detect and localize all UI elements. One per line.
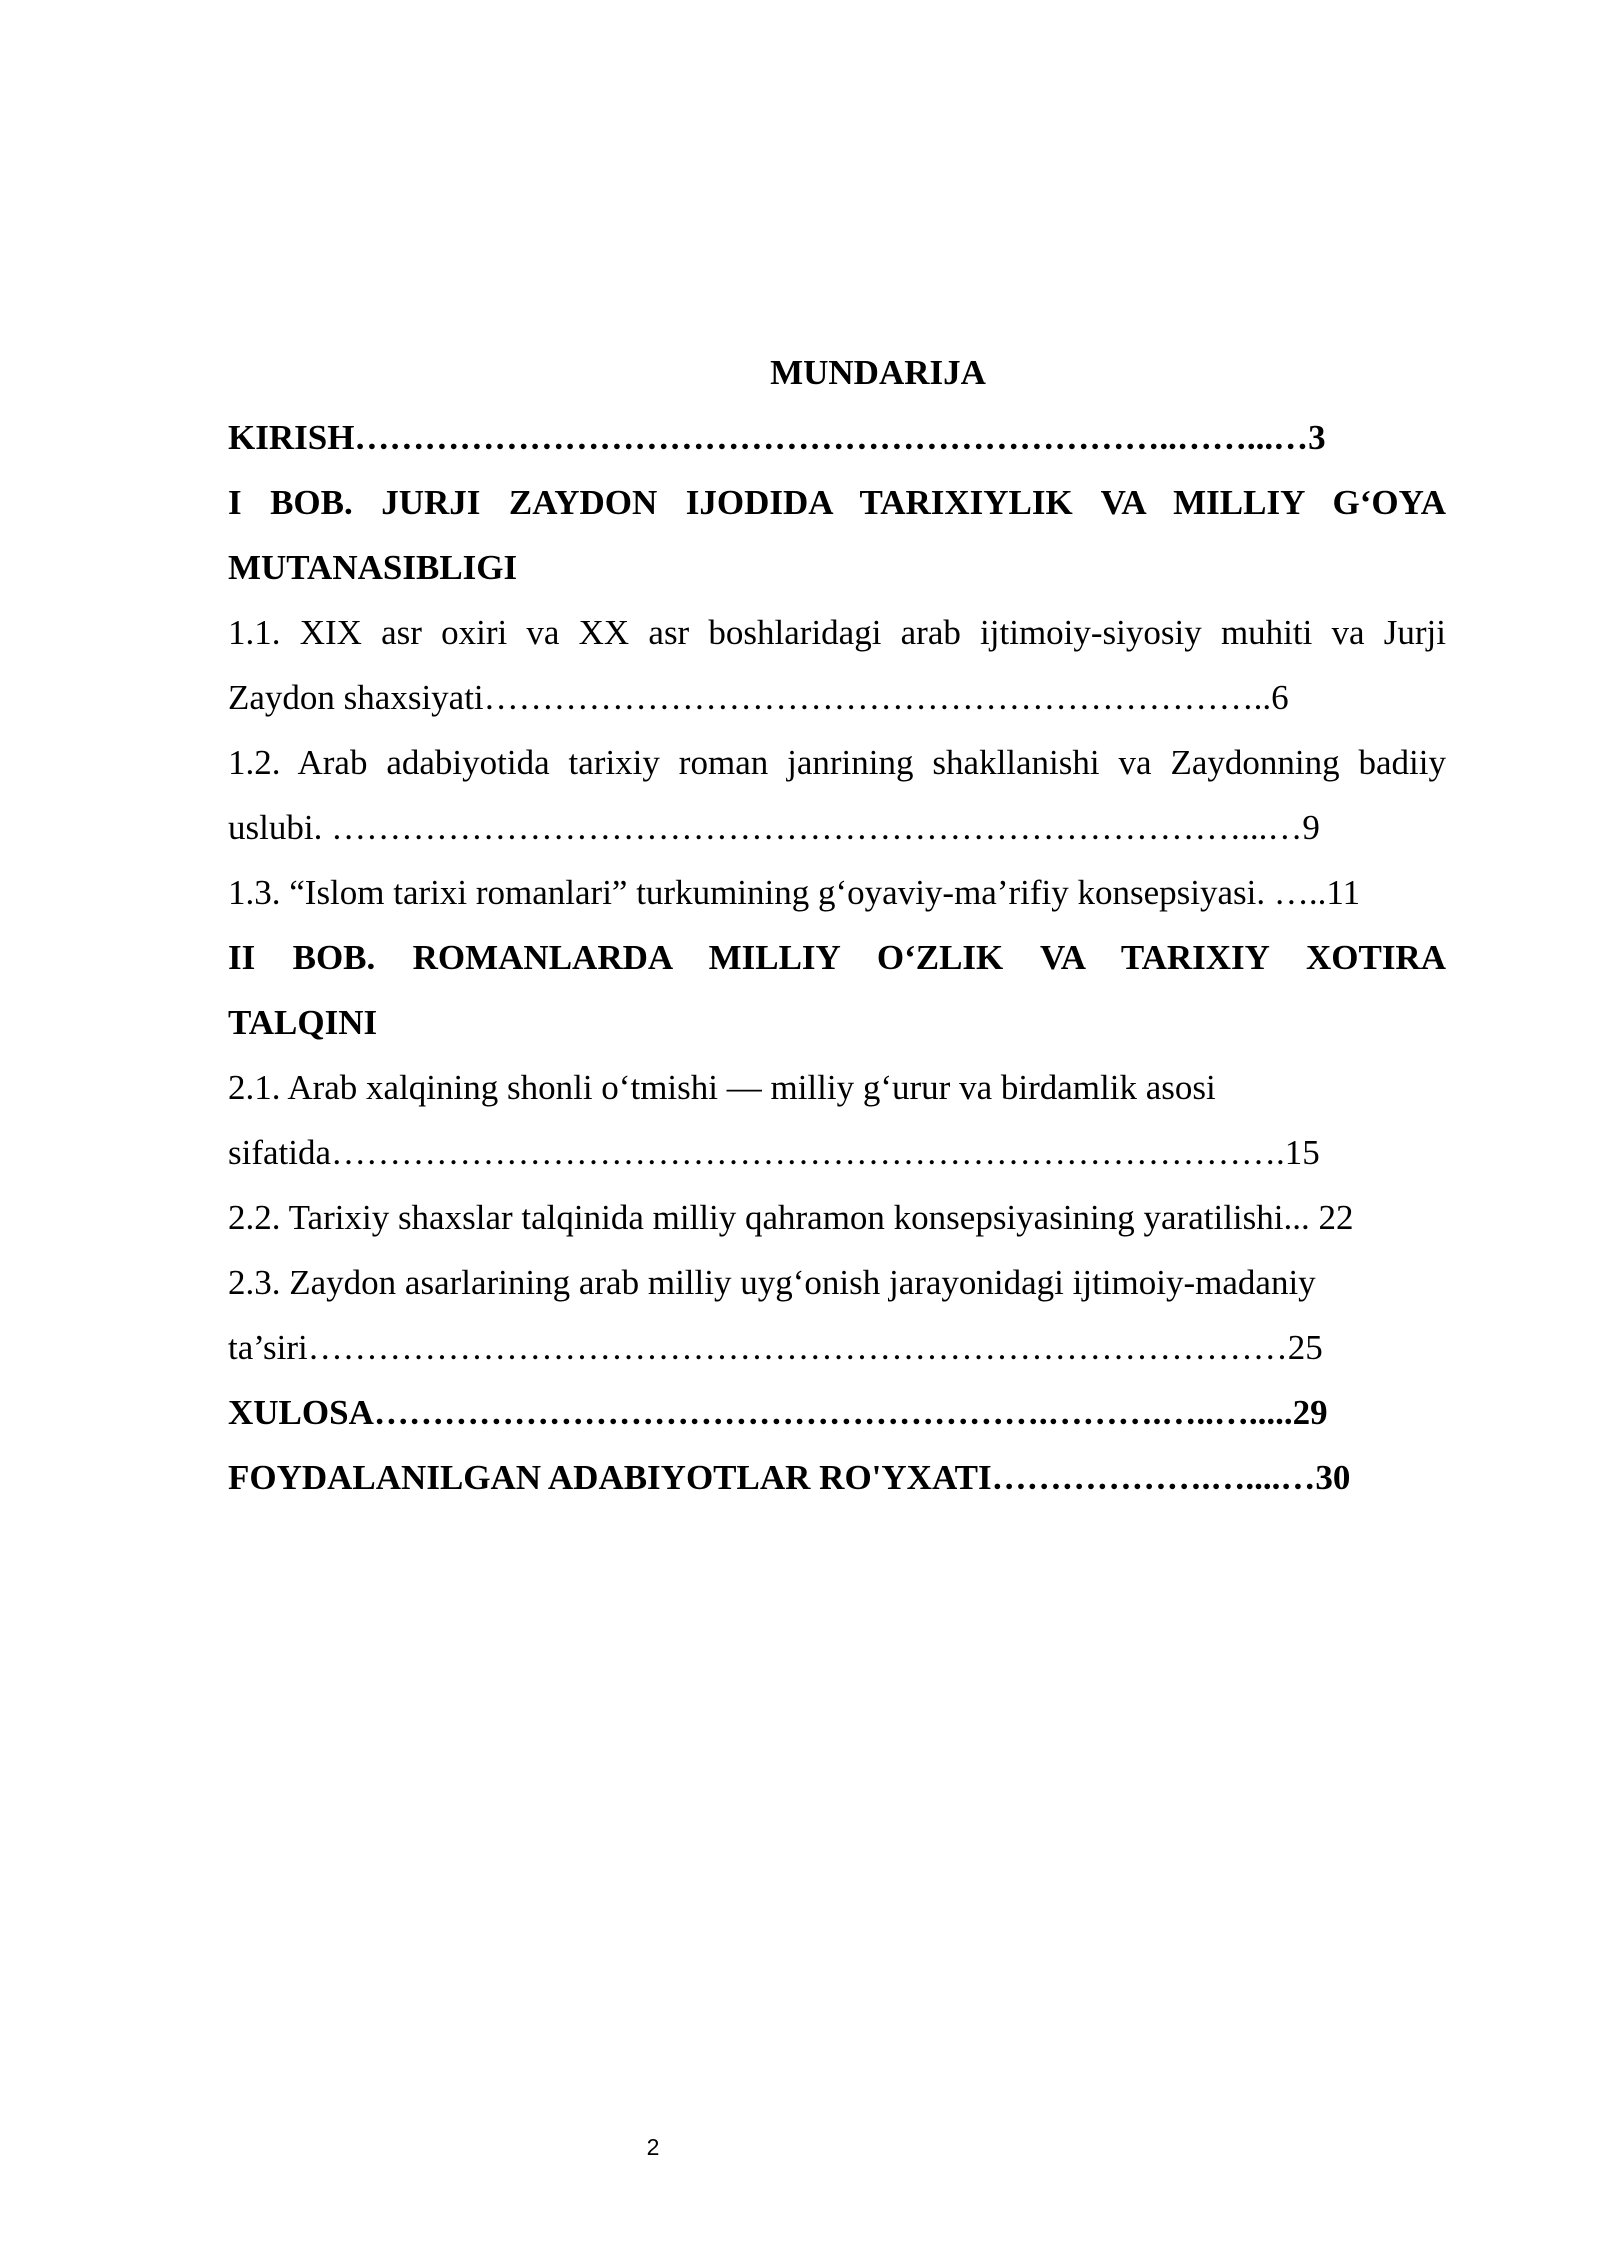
toc-entry-1-3: 1.3. “Islom tarixi romanlari” turkumining g‘oyaviy-ma’rifiy konsepsiyasi. …..11 [228,873,1361,912]
toc-chapter-2-heading-cont: TALQINI [228,1003,378,1042]
toc-entry-kirish: KIRISH……………………………………………………………..……...…3 [228,418,1326,457]
page-number: 2 [646,2134,660,2160]
toc-entry-2-3-cont: ta’siri…………………………………………………………………………25 [228,1328,1323,1367]
toc-entry-1-2: 1.2. Arab adabiyotida tarixiy roman janrining shakllanishi va Zaydonning badiiy [228,743,1446,782]
table-of-contents [228,340,1446,1510]
toc-entry-adabiyotlar: FOYDALANILGAN ADABIYOTLAR RO'YXATI……………….…....…30 [228,1458,1351,1497]
toc-entry-1-1: 1.1. XIX asr oxiri va XX asr boshlaridagi arab ijtimoiy-siyosiy muhiti va Jurji [228,613,1446,652]
toc-chapter-2-heading: II BOB. ROMANLARDA MILLIY O‘ZLIK VA TARIXIY XOTIRA [228,938,1446,977]
toc-entry-2-3: 2.3. Zaydon asarlarining arab milliy uyg‘onish jarayonidagi ijtimoiy-madaniy [228,1263,1316,1302]
toc-entry-2-1-cont: sifatida……………………………………………………………………….15 [228,1133,1320,1172]
toc-entry-2-2: 2.2. Tarixiy shaxslar talqinida milliy qahramon konsepsiyasining yaratilishi... 22 [228,1198,1354,1237]
toc-entry-1-1-cont: Zaydon shaxsiyati…………………………………………………………..6 [228,678,1289,717]
toc-entry-2-1: 2.1. Arab xalqining shonli o‘tmishi — milliy g‘urur va birdamlik asosi [228,1068,1216,1107]
toc-entry-1-2-cont: uslubi. ……………………………………………………………………...…9 [228,808,1320,847]
toc-chapter-1-heading: I BOB. JURJI ZAYDON IJODIDA TARIXIYLIK VA MILLIY G‘OYA [228,483,1446,522]
toc-entry-xulosa: XULOSA………………………………………………….……….…..….....29 [228,1393,1328,1432]
toc-title: MUNDARIJA [770,353,986,392]
toc-chapter-1-heading-cont: MUTANASIBLIGI [228,548,518,587]
